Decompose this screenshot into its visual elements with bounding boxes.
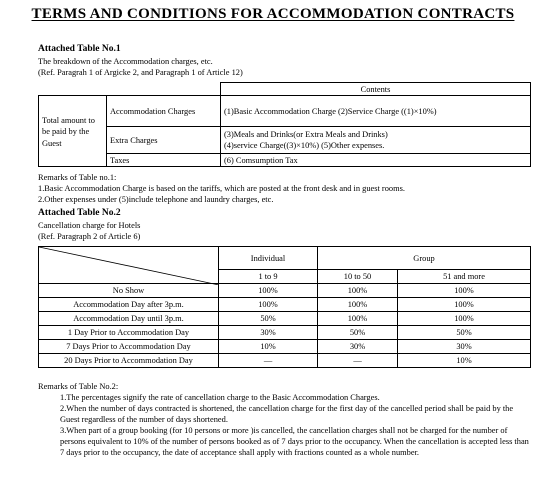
cell-value: —	[219, 354, 318, 368]
row-label: 20 Days Prior to Accommodation Day	[39, 354, 219, 368]
table2-ref: (Ref. Paragraph 2 of Article 6)	[38, 232, 141, 241]
cell-value: 50%	[398, 326, 531, 340]
cell-value: 50%	[318, 326, 398, 340]
cell-value: 30%	[398, 340, 531, 354]
table2-heading: Attached Table No.2	[38, 208, 121, 218]
charge-content: (6) Comsumption Tax	[221, 154, 531, 167]
cell-value: 100%	[219, 284, 318, 298]
row-label: 7 Days Prior to Accommodation Day	[39, 340, 219, 354]
table2-subtitle: Cancellation charge for Hotels	[38, 221, 141, 230]
table2-remark: 2.When the number of days contracted is shortened, the cancellation charge for the first day of the cancelled period shall be paid by the Guest regardless of the number of days shortened.	[60, 404, 514, 424]
table1-remarks-title: Remarks of Table no.1:	[38, 173, 117, 182]
table1-subtitle: The breakdown of the Accommodation charges, etc.	[38, 57, 213, 66]
sub-header: 10 to 50	[318, 270, 398, 284]
group-header: Group	[318, 247, 531, 270]
cell-value: 100%	[219, 298, 318, 312]
cell-value: 100%	[398, 284, 531, 298]
cancellation-charge-table	[38, 246, 531, 368]
cell-value: 100%	[398, 312, 531, 326]
cell-value: 30%	[318, 340, 398, 354]
table1-remark: 2.Other expenses under (5)include telephone and laundry charges, etc.	[38, 195, 274, 204]
cell-value: 50%	[219, 312, 318, 326]
sub-header: 51 and more	[398, 270, 531, 284]
row-label: No Show	[39, 284, 219, 298]
cell-value: 100%	[318, 312, 398, 326]
charge-content	[221, 127, 531, 154]
total-amount-label: Total amount to be paid by the Guest	[39, 96, 107, 167]
table2-remarks-title: Remarks of Table No.2:	[38, 382, 119, 391]
cell-value: 10%	[219, 340, 318, 354]
diagonal-line	[39, 247, 219, 285]
contents-header: Contents	[221, 83, 531, 96]
cell-value: 30%	[219, 326, 318, 340]
charge-type-label: Taxes	[107, 154, 221, 167]
cell-value: 100%	[398, 298, 531, 312]
charge-content: (1)Basic Accommodation Charge (2)Service Charge ((1)×10%)	[221, 96, 531, 127]
table-row	[39, 354, 531, 368]
charge-content-line: (3)Meals and Drinks(or Extra Meals and Drinks)	[224, 130, 388, 139]
charge-content-line: (4)service Charge((3)×10%) (5)Other expenses.	[224, 141, 385, 150]
table1-remark: 1.Basic Accommodation Charge is based on the tariffs, which are posted at the front desk and in guest rooms.	[38, 184, 405, 193]
sub-header: 1 to 9	[219, 270, 318, 284]
cell-value: 100%	[318, 298, 398, 312]
table-row	[39, 298, 531, 312]
table-row	[39, 340, 531, 354]
cell-value: 10%	[398, 354, 531, 368]
cell-value: —	[318, 354, 398, 368]
table1-heading: Attached Table No.1	[38, 44, 121, 54]
table1-blank-corner	[39, 83, 221, 96]
row-label: Accommodation Day after 3p.m.	[39, 298, 219, 312]
row-label: Accommodation Day until 3p.m.	[39, 312, 219, 326]
table-row	[39, 284, 531, 298]
individual-header: Individual	[219, 247, 318, 270]
table2-remark: 3.When part of a group booking (for 10 persons or more )is cancelled, the cancellation charges shall not be charged for the number of persons equivalent to 10% of the number of persons booked as of 7 days prior to the occupancy. When the cancellation is accepted less than 7 days prior to the occupancy, the date of acceptance shall apply with fractions counted as a whole number.	[60, 426, 529, 457]
table1-ref: (Ref. Paragrah 1 of Argicke 2, and Paragraph 1 of Article 12)	[38, 68, 243, 77]
table-row	[39, 326, 531, 340]
cell-value: 100%	[318, 284, 398, 298]
accommodation-charges-table	[38, 82, 531, 167]
table2-diagonal-corner	[39, 247, 219, 284]
row-label: 1 Day Prior to Accommodation Day	[39, 326, 219, 340]
charge-type-label: Extra Charges	[107, 127, 221, 154]
table2-remark: 1.The percentages signify the rate of cancellation charge to the Basic Accommodation Charges.	[60, 393, 380, 402]
page-title: TERMS AND CONDITIONS FOR ACCOMMODATION CONTRACTS	[31, 6, 515, 22]
table-row	[39, 312, 531, 326]
charge-type-label: Accommodation Charges	[107, 96, 221, 127]
